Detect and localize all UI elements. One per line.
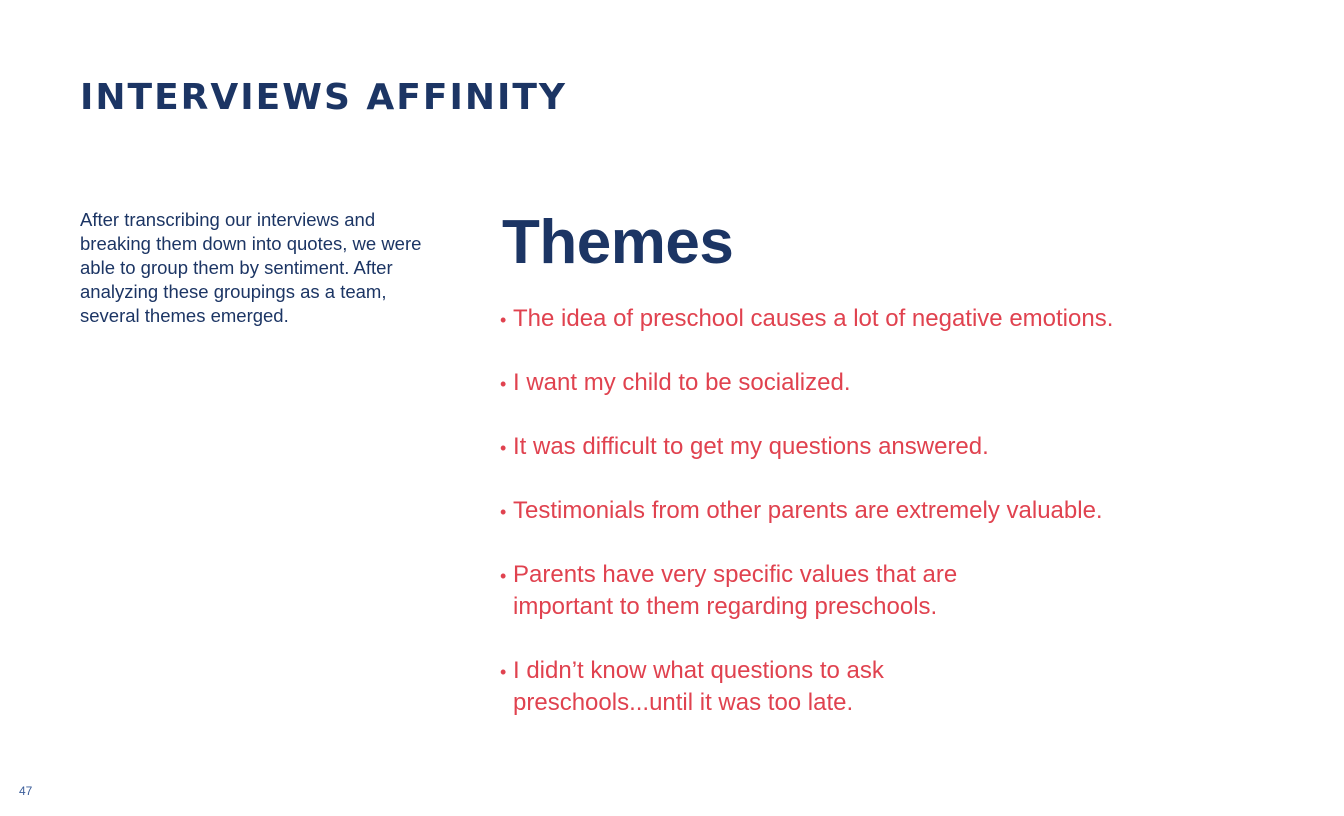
bullet-icon: • — [500, 662, 507, 682]
theme-text: Testimonials from other parents are extremely valuable. — [513, 497, 1103, 524]
bullet-icon: • — [500, 438, 507, 458]
themes-title: Themes — [502, 208, 734, 277]
themes-list — [500, 303, 1260, 751]
theme-text: I want my child to be socialized. — [513, 369, 851, 396]
theme-text: It was difficult to get my questions answered. — [513, 433, 989, 460]
page-number: 47 — [19, 784, 33, 798]
intro-paragraph: After transcribing our interviews and breaking them down into quotes, we were able to group them by sentiment. After analyzing these groupings as a team, several themes emerged. — [80, 209, 422, 326]
theme-item — [500, 431, 1260, 463]
bullet-icon: • — [500, 374, 507, 394]
theme-item — [500, 367, 1260, 399]
bullet-icon: • — [500, 310, 507, 330]
theme-text: Parents have very specific values that are important to them regarding preschools. — [513, 561, 958, 620]
bullet-icon: • — [500, 566, 507, 586]
theme-item — [500, 303, 1260, 335]
theme-item — [500, 655, 1260, 719]
theme-item — [500, 559, 1260, 623]
theme-item — [500, 495, 1260, 527]
theme-text: I didn’t know what questions to ask preschools...until it was too late. — [513, 657, 884, 716]
theme-text: The idea of preschool causes a lot of negative emotions. — [513, 305, 1114, 332]
page-heading: INTERVIEWS AFFINITY — [80, 77, 567, 118]
bullet-icon: • — [500, 502, 507, 522]
